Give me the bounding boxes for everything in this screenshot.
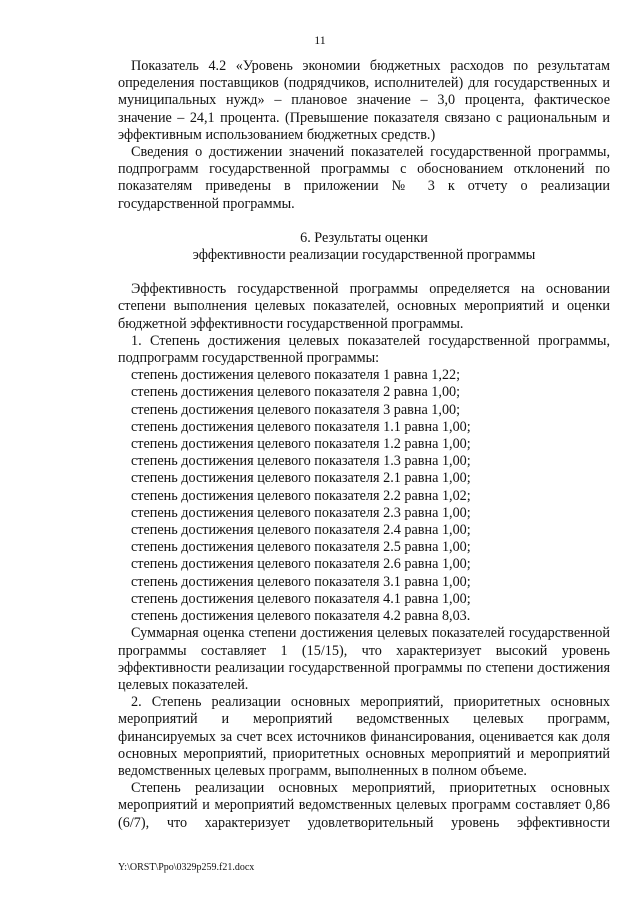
list-item: степень достижения целевого показателя 1.2 равна 1,00; (131, 436, 471, 453)
list-item: степень достижения целевого показателя 2.3 равна 1,00; (131, 504, 471, 521)
paragraph-measures-degree: 2. Степень реализации основных мероприятий, приоритетных основных мероприятий и мероприятий ведомственных целевых программ, финансируемых за счет всех источников финансирования, оценивается как доля основных мероприятий, приоритетных основных мероприятий и мероприятий ведомственных целевых программ, выполненных в полном объеме. (118, 694, 610, 779)
section-heading-line-2: эффективности реализации государственной программы (192, 247, 536, 264)
spacer (118, 264, 610, 281)
list-item: степень достижения целевого показателя 1.1 равна 1,00; (131, 418, 471, 435)
paragraph-indicator-info: Сведения о достижении значений показателей государственной программы, подпрограмм государственной программы с обоснованием отклонений по показателям приведены в приложении № 3 к отчету о реализации государственной программы. (118, 144, 610, 212)
list-item: степень достижения целевого показателя 1 равна 1,22; (131, 367, 461, 384)
document-body (118, 58, 610, 832)
paragraph-indicator-4-2: Показатель 4.2 «Уровень экономии бюджетных расходов по результатам определения поставщиков (подрядчиков, исполнителей) для государственных и муниципальных нужд» – плановое значение – 3,0 процента, фактическое значение – 24,1 процента. (Превышение показателя связано с рациональным и эффективным использованием бюджетных средств.) (118, 58, 610, 143)
paragraph-measures-result: Степень реализации основных мероприятий, приоритетных основных мероприятий и мероприятий ведомственных целевых программ составляет 0,86 (6/7), что характеризует удовлетворительный уровень эффективности (118, 780, 610, 831)
list-item: степень достижения целевого показателя 2.2 равна 1,02; (131, 487, 471, 504)
spacer (118, 213, 610, 230)
section-heading-line-1: 6. Результаты оценки (300, 229, 428, 246)
list-item: степень достижения целевого показателя 2.4 равна 1,00; (131, 522, 471, 539)
list-item: степень достижения целевого показателя 3 равна 1,00; (131, 401, 461, 418)
list-item: степень достижения целевого показателя 1.3 равна 1,00; (131, 453, 471, 470)
list-item: степень достижения целевого показателя 4.1 равна 1,00; (131, 590, 471, 607)
paragraph-indicators-intro: 1. Степень достижения целевых показателей государственной программы, подпрограмм государственной программы: (118, 332, 610, 367)
paragraph-efficiency-intro: Эффективность государственной программы определяется на основании степени выполнения целевых показателей, основных мероприятий и оценки бюджетной эффективности государственной программы. (118, 281, 610, 332)
page-number: 11 (314, 33, 326, 47)
list-item: степень достижения целевого показателя 2 равна 1,00; (131, 384, 461, 401)
list-item: степень достижения целевого показателя 2.6 равна 1,00; (131, 556, 471, 573)
list-item: степень достижения целевого показателя 2.1 равна 1,00; (131, 470, 471, 487)
indicator-list (118, 367, 610, 625)
list-item: степень достижения целевого показателя 2.5 равна 1,00; (131, 539, 471, 556)
paragraph-summary-score: Суммарная оценка степени достижения целевых показателей государственной программы составляет 1 (15/15), что характеризует высокий уровень эффективности реализации государственной программы по степени достижения целевых показателей. (118, 625, 610, 693)
file-path-footer: Y:\ORST\Ppo\0329p259.f21.docx (118, 862, 255, 873)
list-item: степень достижения целевого показателя 3.1 равна 1,00; (131, 573, 471, 590)
list-item: степень достижения целевого показателя 4.2 равна 8,03. (131, 608, 471, 625)
